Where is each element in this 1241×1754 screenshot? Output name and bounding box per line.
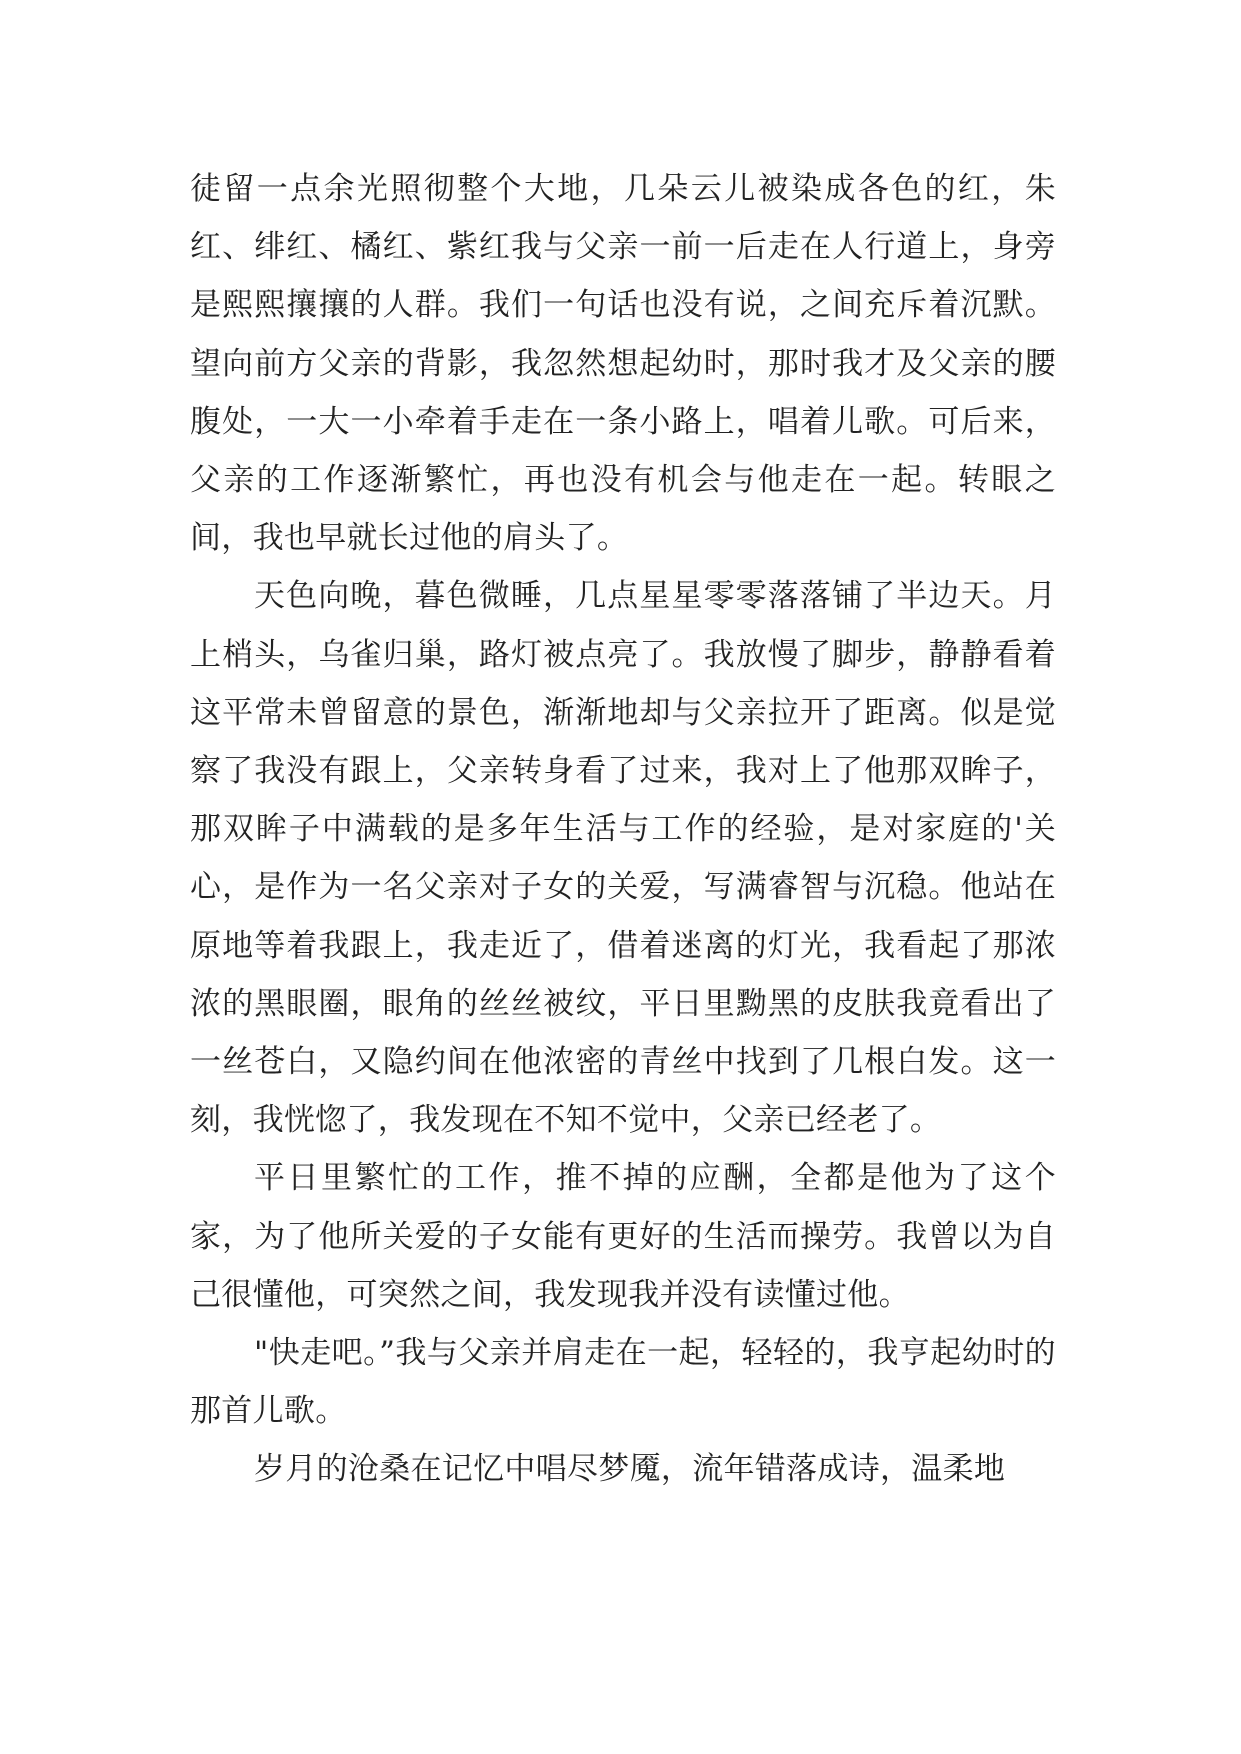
paragraph-1: 徒留一点余光照彻整个大地，几朵云儿被染成各色的红，朱红、绯红、橘红、紫红我与父亲一前一后走在人行道上，身旁是熙熙攘攘的人群。我们一句话也没有说，之间充斥着沉默。望向前方父亲的背影，我忽然想起幼时，那时我才及父亲的腰腹处，一大一小牵着手走在一条小路上，唱着儿歌。可后来，父亲的工作逐渐繁忙，再也没有机会与他走在一起。转眼之间，我也早就长过他的肩头了。 xyxy=(190,171,1056,557)
paragraph-4: "快走吧。”我与父亲并肩走在一起，轻轻的，我亨起幼时的那首儿歌。 xyxy=(190,1335,1056,1430)
paragraph-3: 平日里繁忙的工作，推不掉的应酬，全都是他为了这个家，为了他所关爱的子女能有更好的生活而操劳。我曾以为自己很懂他，可突然之间，我发现我并没有读懂过他。 xyxy=(190,1160,1056,1313)
paragraph-5: 岁月的沧桑在记忆中唱尽梦魇，流年错落成诗，温柔地 xyxy=(254,1451,1006,1488)
essay-body xyxy=(190,160,1056,1499)
paragraph-2: 天色向晚，暮色微睡，几点星星零零落落铺了半边天。月上梢头，乌雀归巢，路灯被点亮了。我放慢了脚步，静静看着这平常未曾留意的景色，渐渐地却与父亲拉开了距离。似是觉察了我没有跟上，父亲转身看了过来，我对上了他那双眸子，那双眸子中满载的是多年生活与工作的经验，是对家庭的'关心，是作为一名父亲对子女的关爱，写满睿智与沉稳。他站在原地等着我跟上，我走近了，借着迷离的灯光，我看起了那浓浓的黑眼圈，眼角的丝丝被纹，平日里黝黑的皮肤我竟看出了一丝苍白，又隐约间在他浓密的青丝中找到了几根白发。这一刻，我恍惚了，我发现在不知不觉中，父亲已经老了。 xyxy=(190,578,1056,1139)
